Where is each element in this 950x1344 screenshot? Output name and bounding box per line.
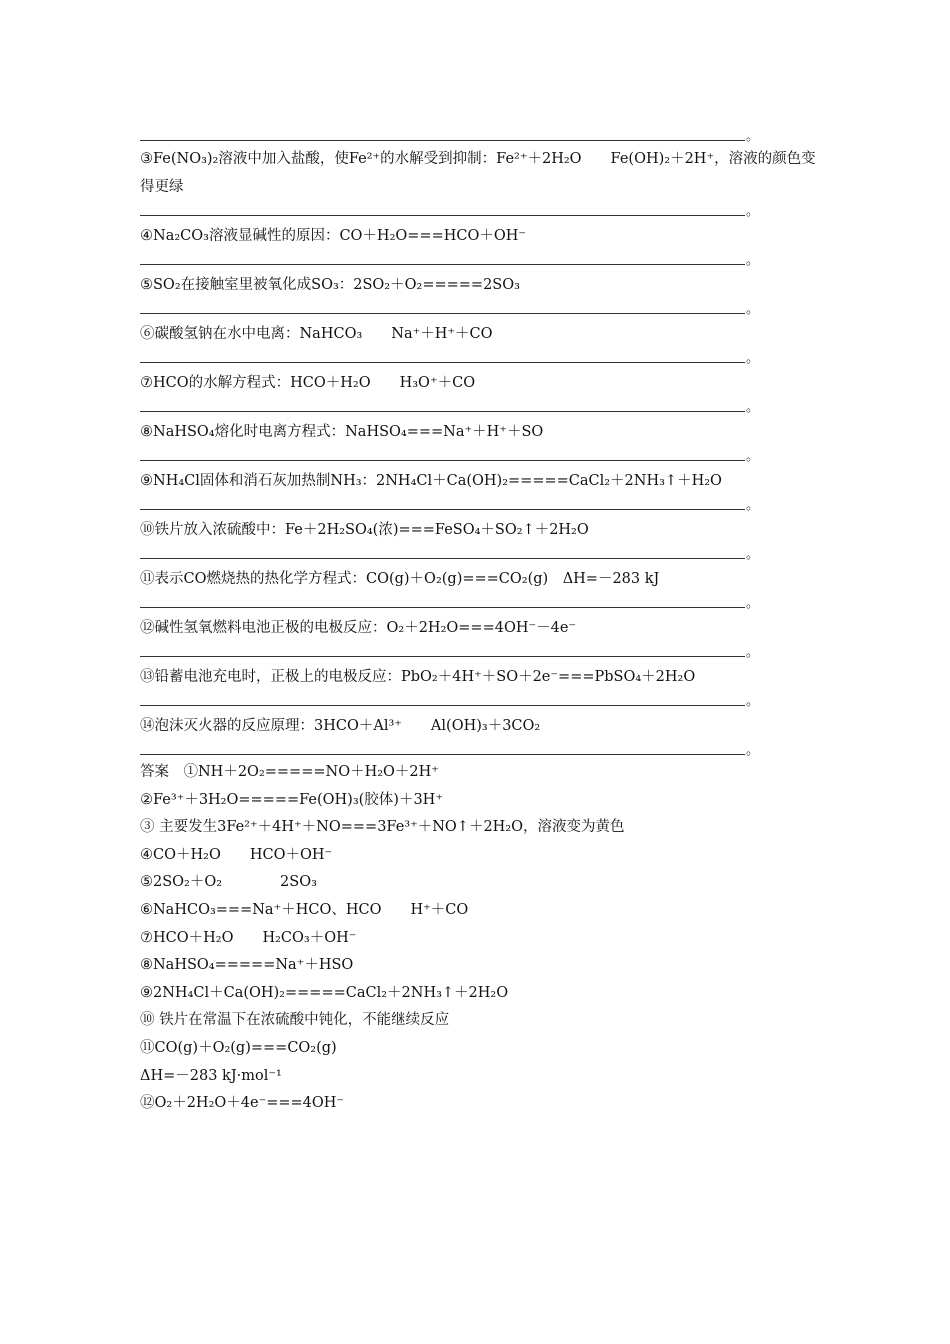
question-8: ⑧NaHSO₄熔化时电离方程式：NaHSO₄===Na⁺＋H⁺＋SO	[140, 424, 544, 440]
answer-blank[interactable]: 。	[140, 209, 745, 216]
answer-line: ⑫O₂＋2H₂O＋4e⁻===4OH⁻	[140, 1095, 345, 1112]
question-9: ⑨NH₄Cl固体和消石灰加热制NH₃：2NH₄Cl＋Ca(OH)₂=====CaCl₂＋2NH₃↑＋H₂O	[140, 473, 722, 489]
question-12: ⑫碱性氢氧燃料电池正极的电极反应：O₂＋2H₂O===4OH⁻－4e⁻	[140, 620, 577, 636]
question-7: ⑦HCO的水解方程式：HCO＋H₂O H₃O⁺＋CO	[140, 375, 476, 391]
answer-line: ⑧NaHSO₄=====Na⁺＋HSO	[140, 957, 354, 974]
content	[140, 0, 820, 1118]
question-13: ⑬铅蓄电池充电时，正极上的电极反应：PbO₂＋4H⁺＋SO＋2e⁻===PbSO₄＋2H₂O	[140, 669, 696, 685]
answer-line: ⑤2SO₂＋O₂ 2SO₃	[140, 874, 317, 891]
answer-line: ⑦HCO＋H₂O H₂CO₃＋OH⁻	[140, 929, 357, 946]
answer-blank[interactable]: 。	[140, 405, 745, 412]
question-4: ④Na₂CO₃溶液显碱性的原因：CO＋H₂O===HCO＋OH⁻	[140, 228, 527, 244]
answer-blank[interactable]: 。	[140, 356, 745, 363]
answer-blank[interactable]: 。	[140, 454, 745, 461]
answer-blank[interactable]: 。	[140, 258, 745, 265]
question-10: ⑩铁片放入浓硫酸中：Fe＋2H₂SO₄(浓)===FeSO₄＋SO₂↑＋2H₂O	[140, 522, 589, 538]
question-3: ③Fe(NO₃)₂溶液中加入盐酸，使Fe²⁺的水解受到抑制：Fe²⁺＋2H₂O Fe(OH)₂＋2H⁺，溶液的颜色变得更绿	[140, 151, 816, 195]
question-11: ⑪表示CO燃烧热的热化学方程式：CO(g)＋O₂(g)===CO₂(g) ΔH=－283 kJ	[140, 571, 660, 587]
answer-line: ③ 主要发生3Fe²⁺＋4H⁺＋NO===3Fe³⁺＋NO↑＋2H₂O，溶液变为黄色	[140, 819, 625, 836]
question-6: ⑥碳酸氢钠在水中电离：NaHCO₃ Na⁺＋H⁺＋CO	[140, 326, 493, 342]
question-5: ⑤SO₂在接触室里被氧化成SO₃：2SO₂＋O₂=====2SO₃	[140, 277, 520, 293]
answer-blank[interactable]: 。	[140, 748, 745, 755]
answer-line: ⑪CO(g)＋O₂(g)===CO₂(g)	[140, 1039, 337, 1056]
answer-blank[interactable]: 。	[140, 650, 745, 657]
answer-line: ②Fe³⁺＋3H₂O=====Fe(OH)₃(胶体)＋3H⁺	[140, 791, 443, 808]
answer-blank[interactable]: 。	[140, 601, 745, 608]
answers-section	[140, 759, 820, 1118]
answer-line: 答案 ①NH＋2O₂=====NO＋H₂O＋2H⁺	[140, 764, 439, 780]
answer-blank[interactable]: 。	[140, 307, 745, 314]
answer-line: ΔH=－283 kJ·mol⁻¹	[140, 1067, 282, 1084]
period: 。	[746, 129, 760, 144]
answer-line: ⑩ 铁片在常温下在浓硫酸中钝化，不能继续反应	[140, 1012, 450, 1029]
answer-line: ⑨2NH₄Cl＋Ca(OH)₂=====CaCl₂＋2NH₃↑＋2H₂O	[140, 984, 509, 1001]
answer-blank[interactable]: 。	[140, 552, 745, 559]
answer-blank[interactable]: 。	[140, 699, 745, 706]
answers-label: 答案	[140, 764, 169, 780]
answer-line: ⑥NaHCO₃===Na⁺＋HCO、HCO H⁺＋CO	[140, 901, 469, 918]
answer-blank[interactable]	[140, 129, 760, 144]
answer-blank[interactable]: 。	[140, 503, 745, 510]
answer-line: ④CO＋H₂O HCO＋OH⁻	[140, 846, 333, 863]
question-14: ⑭泡沫灭火器的反应原理：3HCO＋Al³⁺ Al(OH)₃＋3CO₂	[140, 718, 541, 734]
